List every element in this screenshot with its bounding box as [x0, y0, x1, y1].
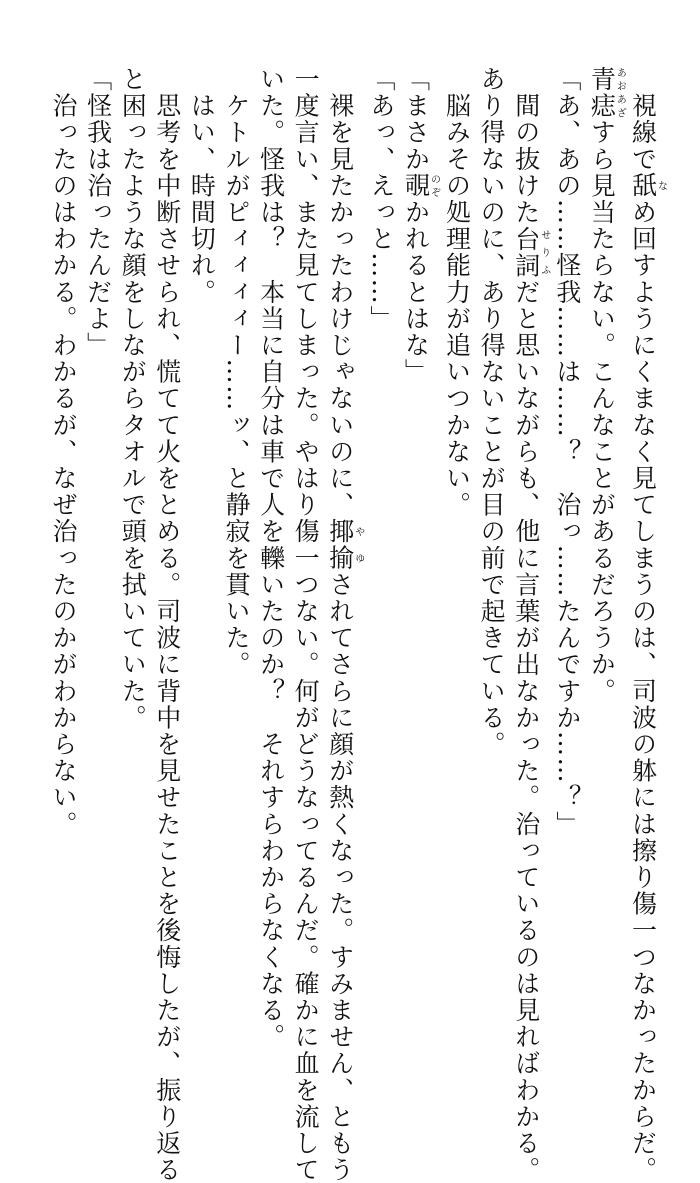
text-segment: だと思いながらも、他に言葉が出なかった。治っているのは見ればわかる。	[511, 278, 541, 1183]
ruby-word	[511, 225, 550, 279]
text-line: 治ったのはわかる。わかるが、なぜ治ったのかがわからない。	[49, 66, 78, 838]
text-line: 思考を中断させられ、慌てて火をとめる。司波に背中を見せたことを後悔したが、振り返る	[152, 66, 182, 1183]
text-segment: 裸を見たかったわけじゃないのに、	[325, 66, 355, 519]
text-segment: め回すようにくまなく見てしまうのは、司波の躰には擦り傷一つなかったからだ。	[628, 199, 658, 1183]
text-line: 一度言い、また見てしまった。やはり傷一つない。何がどうなってるんだ。確かに血を流して	[291, 66, 321, 1183]
ruby-text: な	[655, 172, 667, 199]
text-line: 脳みその処理能力が追いつかない。	[442, 66, 472, 519]
ruby-text: やゆ	[352, 518, 364, 572]
text-line: いた。怪我は？ 本当に自分は車で人を轢いたのか？ それすらわからなくなる。	[256, 66, 286, 1051]
text-line	[584, 66, 625, 966]
text-segment: されてさらに顔が熱くなった。すみません、ともう	[325, 571, 355, 1183]
text-line: 「あ、あの……怪我……は……？ 治っ……たんですか……？」	[552, 66, 582, 838]
text-line: あり得ないのに、あり得ないことが目の前で起きている。	[477, 66, 507, 758]
ruby-text: せりふ	[538, 225, 550, 279]
ruby-word	[587, 66, 626, 120]
ruby-base: 舐	[628, 172, 658, 200]
text-segment: かれるとはな」	[401, 199, 431, 386]
ruby-base: 覗	[401, 172, 431, 200]
text-segment: 視線で	[628, 66, 658, 173]
text-line: 「あっ、えっと……」	[366, 66, 396, 332]
vertical-text-body	[45, 66, 667, 1183]
text-segment: 間の抜けた	[511, 66, 541, 226]
text-line: 「怪我は治ったんだよ」	[83, 66, 113, 359]
ruby-text: のぞ	[428, 172, 440, 199]
ruby-base: 青痣	[587, 66, 617, 120]
text-line	[322, 66, 364, 1183]
text-line	[508, 66, 550, 1183]
text-line: と困ったような顔をしながらタオルで頭を拭いていた。	[118, 66, 148, 731]
ruby-word	[628, 172, 667, 200]
text-line	[398, 66, 439, 966]
text-line	[625, 66, 667, 1183]
ruby-word	[325, 518, 364, 572]
text-segment: 「まさか	[401, 66, 431, 173]
ruby-word	[401, 172, 440, 200]
text-line: はい、時間切れ。	[187, 66, 217, 306]
ruby-base: 揶揄	[325, 518, 355, 572]
ruby-base: 台詞	[511, 225, 541, 279]
text-line: ケトルがピィィィィー……ッ、と静寂を貫いた。	[221, 66, 251, 678]
text-segment: すら見当たらない。こんなことがあるだろうか。	[587, 119, 617, 705]
ruby-text: あおあざ	[614, 66, 626, 120]
